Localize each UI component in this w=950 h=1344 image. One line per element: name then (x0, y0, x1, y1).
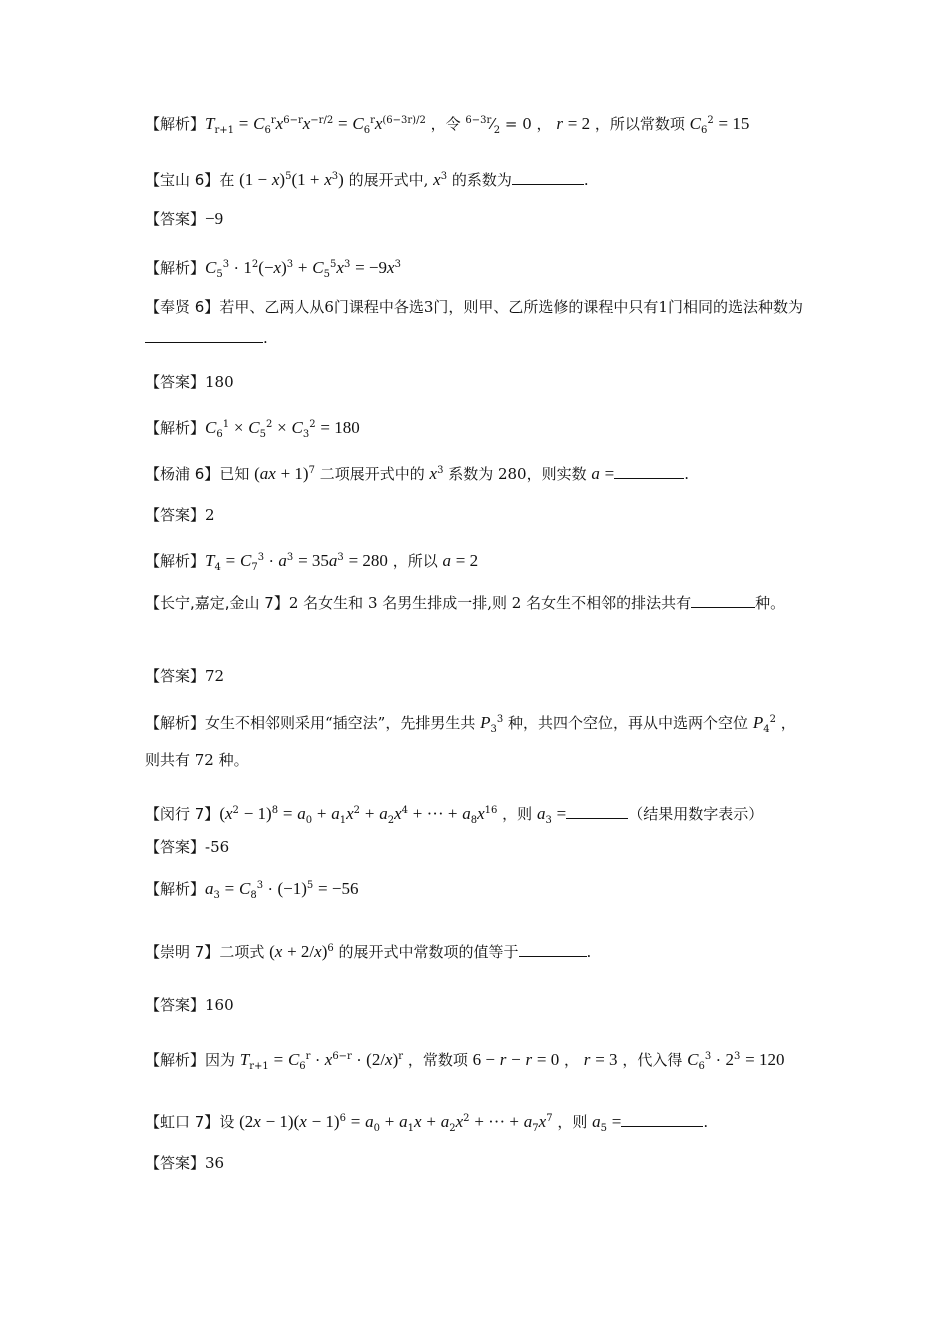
item-9 (145, 504, 810, 526)
item-text: −9 (205, 209, 224, 228)
item-tag: 【答案】 (145, 996, 206, 1014)
item-tag: 【解析】 (145, 1051, 206, 1069)
item-text: $T_{r+1} = C_6^rx^{6-r}x^{-r/2} = C_6^rx^{(6-3r)/2}$ ，令 $^{6-3r}⁄_2 = 0$ ， r = 2 ，所以常数项 $C_6^2 = 15$ (205, 114, 750, 136)
answer-blank[interactable] (614, 464, 684, 479)
item-tag: 【宝山 6】 (145, 171, 220, 189)
answer-blank[interactable] (621, 1112, 703, 1127)
item-10 (145, 547, 810, 579)
answer-blank[interactable] (519, 942, 587, 957)
item-12 (145, 665, 810, 687)
item-text: 180 (205, 373, 234, 391)
item-18 (145, 994, 810, 1016)
item-tag: 【解析】 (145, 880, 206, 898)
item-17 (145, 938, 810, 963)
item-tag: 【闵行 7】 (145, 805, 220, 823)
item-6 (145, 371, 810, 393)
item-tag: 【解析】 (145, 419, 206, 437)
item-text: 2 名女生和 3 名男生排成一排,则 2 名女生不相邻的排法共有 (288, 594, 692, 612)
item-tag: 【解析】 (145, 115, 206, 133)
item-text: $T_4 = C_7^3 \cdot a^3 = 35a^3 = 280$ ，所以 a = 2 (205, 551, 479, 573)
item-11 (145, 588, 810, 619)
item-tail: . (703, 1113, 709, 1131)
item-text: 2 (205, 506, 215, 524)
item-14 (145, 800, 810, 832)
item-tag: 【解析】 (145, 259, 206, 277)
item-tag: 【长宁,嘉定,金山 7】 (145, 594, 289, 612)
item-text: 二项式 $(x + 2/x)^6$ 的展开式中常数项的值等于 (219, 942, 519, 961)
item-tag: 【答案】 (145, 506, 206, 524)
item-text: 在 $(1 - x)^5(1 + x^3)$ 的展开式中, $x^3$ 的系数为 (219, 170, 512, 189)
item-19 (145, 1046, 810, 1078)
item-tail: （结果用数字表示） (628, 805, 764, 823)
item-21 (145, 1152, 810, 1174)
item-13 (145, 704, 810, 776)
item-text: 若甲、乙两人从6门课程中各选3门，则甲、乙所选修的课程中只有1门相同的选法种数为 (219, 298, 803, 316)
item-text: 因为 $T_{r+1} = C_6^r \cdot x^{6-r} \cdot (2/x)^r$ ，常数项 6 − r − r = 0 ， r = 3 ，代入得 $C_6^3 \cdot 2^3 = 120$ (205, 1050, 785, 1072)
item-tag: 【答案】 (145, 210, 206, 228)
item-tag: 【崇明 7】 (145, 943, 220, 961)
item-tag: 【答案】 (145, 838, 206, 856)
item-text: 已知 (ax + 1)$^7$ 二项展开式中的 $x^3$ 系数为 280，则实数 a = (219, 464, 615, 483)
item-2 (145, 166, 810, 191)
item-tail: . (263, 329, 268, 347)
item-3 (145, 208, 810, 230)
item-15 (145, 836, 810, 858)
item-7 (145, 414, 810, 446)
item-text: $a_3 = C_8^3 \cdot (-1)^5 = -56$ (205, 879, 359, 901)
item-tag: 【答案】 (145, 373, 206, 391)
item-5 (145, 292, 810, 354)
item-text: 设 $(2x - 1)(x - 1)^6 = a_0 + a_1x + a_2x^2$ + ··· + $a_7x^7$ ，则 $a_5$ = (219, 1112, 622, 1134)
item-text: $C_6^1 \times C_5^2 \times C_3^2 = 180$ (205, 418, 360, 440)
item-16 (145, 875, 810, 907)
item-text: 36 (205, 1154, 225, 1172)
item-1 (145, 110, 810, 142)
item-tail: 种。 (755, 594, 786, 612)
item-text: 72 (205, 667, 225, 685)
answer-blank[interactable] (691, 593, 755, 608)
answer-blank[interactable] (566, 804, 628, 819)
item-tail: . (583, 171, 589, 189)
item-20 (145, 1108, 810, 1140)
item-text: $(x^2 - 1)^8 = a_0 + a_1x^2 + a_2x^4$ + ··· + $a_8x^{16}$ ，则 $a_3$ = (219, 804, 567, 826)
item-tail: . (586, 943, 592, 961)
item-tag: 【解析】 (145, 552, 206, 570)
item-tag: 【答案】 (145, 1154, 206, 1172)
item-text: 160 (205, 996, 234, 1014)
item-8 (145, 460, 810, 485)
answer-blank[interactable] (145, 328, 263, 343)
item-text: -56 (205, 838, 230, 856)
answer-blank[interactable] (512, 170, 584, 185)
item-tail: . (684, 465, 690, 483)
item-tag: 【解析】 (145, 714, 206, 732)
item-tag: 【答案】 (145, 667, 206, 685)
item-tag: 【虹口 7】 (145, 1113, 220, 1131)
item-tag: 【奉贤 6】 (145, 298, 220, 316)
item-4 (145, 254, 810, 286)
item-text: 女生不相邻则采用“插空法”，先排男生共 $P_3^3$ 种，共四个空位，再从中选两个空位 $P_4^2$ ，则共有 72 种。 (145, 713, 796, 769)
item-text: $C_5^3 \cdot 1^2(-x)^3 + C_5^5x^3 = -9x^3$ (205, 258, 401, 280)
item-tag: 【杨浦 6】 (145, 465, 220, 483)
